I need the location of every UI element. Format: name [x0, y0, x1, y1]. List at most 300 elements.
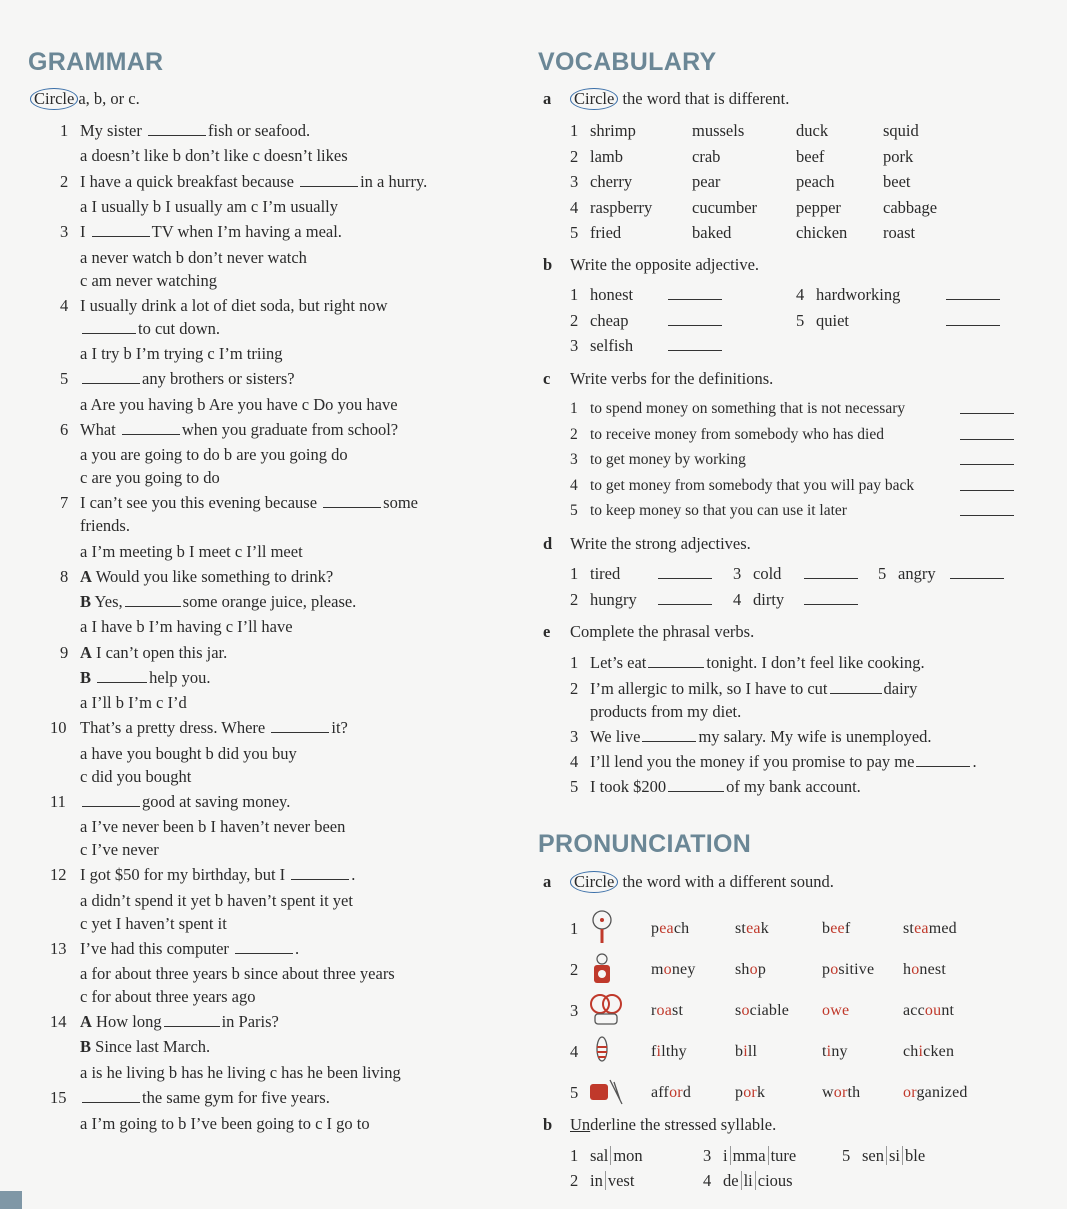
item-number: 2: [570, 311, 579, 330]
word-option[interactable]: duck: [796, 121, 829, 140]
syllable[interactable]: mon: [610, 1146, 642, 1165]
word-cell: [590, 197, 652, 219]
options-line: [80, 270, 217, 292]
word-option[interactable]: shrimp: [590, 121, 636, 140]
section-instruction: [570, 368, 773, 390]
answer-blank[interactable]: [164, 1025, 220, 1027]
word-option[interactable]: [822, 1084, 860, 1101]
text: I took $200: [590, 777, 667, 796]
circle-word: Circle: [570, 88, 618, 110]
section-instruction: [570, 871, 834, 893]
word-option[interactable]: lamb: [590, 146, 623, 166]
answer-options: a doesn’t like b don’t like c doesn’t likes: [80, 146, 348, 165]
word-cell: [796, 146, 824, 168]
item-number: 5: [570, 502, 578, 519]
word-cell: [735, 1041, 757, 1063]
answer-options: a I try b I’m trying c I’m triing: [80, 344, 283, 363]
section-letter: [543, 621, 550, 643]
highlighted-sound: owe: [822, 1002, 850, 1019]
strong-adj-item: [733, 563, 781, 585]
question-4-cont: [80, 318, 220, 340]
answer-blank[interactable]: [960, 412, 1014, 414]
word-cell: [796, 222, 847, 244]
answer-line: [958, 500, 1016, 522]
section-letter: b: [543, 255, 553, 274]
answer-blank[interactable]: [97, 681, 147, 683]
strong-adj-item: [570, 563, 620, 585]
section-letter: [543, 254, 552, 276]
word-part: aff: [651, 1084, 670, 1101]
answer-line: [944, 310, 1002, 332]
word-part: m: [651, 961, 664, 978]
word-part: b: [735, 1043, 744, 1060]
answer-blank[interactable]: [946, 298, 1000, 300]
word-cell: [651, 1041, 687, 1063]
item-number: 1: [570, 653, 579, 672]
question-number: [60, 171, 80, 193]
answer-blank[interactable]: [658, 603, 712, 605]
answer-options: a have you bought b did you buy: [80, 744, 297, 763]
phrasal-item: [570, 652, 925, 674]
text: help you.: [149, 668, 211, 687]
row-number: [570, 1082, 578, 1104]
section-letter: e: [543, 622, 551, 641]
text: .: [295, 939, 300, 958]
syllable[interactable]: de: [723, 1171, 739, 1190]
syllable[interactable]: si: [886, 1146, 900, 1165]
answer-blank[interactable]: [658, 577, 712, 579]
word-option[interactable]: [822, 920, 850, 937]
options-line: [80, 394, 398, 416]
word-option[interactable]: chicken: [796, 223, 848, 242]
grammar-instruction: [30, 88, 140, 110]
question-14: [80, 1011, 279, 1033]
question-number: [60, 642, 80, 664]
word-part: st: [735, 920, 747, 937]
question-number: [50, 791, 80, 813]
word-option[interactable]: [735, 920, 769, 937]
question-8: [80, 566, 333, 588]
text: TV when I’m having a meal.: [151, 222, 342, 241]
word-option[interactable]: pear: [692, 172, 721, 191]
syllable[interactable]: mma: [730, 1146, 766, 1165]
item-number: 1: [570, 121, 579, 140]
question-7-cont: [80, 515, 130, 537]
word-option[interactable]: mussels: [692, 121, 745, 140]
item-number: 7: [60, 493, 69, 512]
section-letter: a: [543, 89, 552, 108]
item-number: 4: [796, 285, 805, 304]
phrasal-item: [570, 776, 861, 798]
row-number: [570, 171, 578, 193]
fish-icon: [588, 1033, 616, 1069]
word-part: sitive: [838, 961, 875, 978]
item-number: 4: [570, 197, 579, 217]
options-line: [80, 145, 348, 167]
answer-blank[interactable]: [125, 605, 181, 607]
text: I’ve had this computer: [80, 939, 229, 958]
clock-icon: [588, 951, 616, 987]
row-number: [570, 918, 578, 940]
question-6: [80, 419, 398, 441]
question-number: [60, 221, 80, 243]
word: hungry: [590, 590, 637, 609]
item-number: 3: [60, 222, 69, 241]
vocabulary-title: VOCABULARY: [538, 48, 717, 76]
question-3: [80, 221, 342, 243]
item-number: 2: [60, 172, 69, 191]
row-number: [570, 146, 578, 168]
adjective-item: [570, 335, 633, 357]
text: Write verbs for the definitions.: [570, 369, 774, 388]
item-number: 3: [733, 564, 742, 583]
answer-blank[interactable]: [148, 134, 206, 136]
answer-options: c are you going to do: [80, 468, 220, 487]
word-option[interactable]: [651, 961, 696, 978]
row-number: [570, 1000, 578, 1022]
question-15: [80, 1087, 330, 1109]
syllable[interactable]: sal: [590, 1146, 609, 1165]
text: I have a quick breakfast because: [80, 172, 294, 191]
question-10: [80, 717, 348, 739]
item-number: 5: [60, 369, 69, 388]
answer-blank[interactable]: [960, 438, 1014, 440]
highlighted-sound: or: [669, 1084, 683, 1101]
word-option[interactable]: [651, 1043, 687, 1060]
answer-blank[interactable]: [235, 952, 293, 954]
definition: to receive money from somebody who has died: [590, 425, 884, 443]
answer-options: a didn’t spend it yet b haven’t spent it yet: [80, 891, 353, 910]
word-part: k: [756, 1084, 766, 1101]
word-option[interactable]: pork: [883, 146, 914, 166]
text: Write the opposite adjective.: [570, 255, 760, 274]
word-option[interactable]: baked: [692, 223, 732, 242]
phrasal-item-cont: [590, 701, 741, 723]
word-cell: [903, 959, 946, 981]
definition: to get money by working: [590, 451, 746, 468]
word-option[interactable]: fried: [590, 223, 622, 242]
text: when you graduate from school?: [181, 420, 399, 439]
options-line: [80, 1113, 370, 1135]
word-option[interactable]: [903, 1043, 954, 1060]
word-cell: [590, 222, 621, 244]
word-option[interactable]: roast: [883, 223, 916, 242]
word-option[interactable]: [735, 1084, 765, 1101]
word-option[interactable]: squid: [883, 121, 919, 140]
options-line: [80, 196, 338, 218]
word: cold: [753, 564, 782, 583]
word: quiet: [816, 311, 849, 330]
answer-options: a you are going to do b are you going do: [80, 445, 348, 464]
highlighted-sound: o: [830, 961, 839, 978]
word-cell: [883, 171, 910, 193]
word-part: nt: [941, 1002, 955, 1019]
word-cell: [651, 1082, 691, 1104]
speaker: A: [80, 643, 92, 662]
word-part: ch: [903, 1043, 919, 1060]
answer-line: [666, 310, 724, 332]
answer-blank[interactable]: [648, 666, 704, 668]
item-number: 5: [796, 311, 805, 330]
options-line: [80, 444, 348, 466]
highlighted-sound: or: [833, 1084, 848, 1101]
syllable[interactable]: li: [741, 1171, 753, 1190]
word-cell: [903, 1000, 954, 1022]
text: in Paris?: [221, 1012, 279, 1031]
syllable[interactable]: ture: [768, 1146, 797, 1165]
word-option[interactable]: peach: [796, 172, 835, 191]
text: the word with a different sound.: [622, 872, 834, 891]
options-line: [80, 816, 345, 838]
answer-blank[interactable]: [960, 463, 1014, 465]
word-part: b: [822, 920, 831, 937]
item-number: 1: [570, 1146, 579, 1165]
word-option[interactable]: [651, 920, 689, 937]
options-line: [80, 692, 187, 714]
circle-word: Circle: [30, 88, 78, 110]
word-cell: [692, 120, 744, 142]
word-cell: [903, 918, 957, 940]
highlighted-sound: ea: [746, 920, 761, 937]
word-cell: [883, 146, 913, 168]
word-cell: [692, 146, 720, 168]
word-cell: [735, 959, 766, 981]
answer-blank[interactable]: [946, 324, 1000, 326]
section-instruction: [570, 254, 759, 276]
text: the same gym for five years.: [142, 1088, 330, 1107]
answer-options: a I have b I’m having c I’ll have: [80, 617, 293, 636]
item-number: 4: [570, 1042, 579, 1061]
word-option[interactable]: [651, 1002, 683, 1019]
word-cell: [651, 1000, 683, 1022]
word-option[interactable]: [903, 920, 957, 937]
word-part: ney: [671, 961, 696, 978]
word-option[interactable]: beet: [883, 172, 911, 191]
answer-blank[interactable]: [804, 603, 858, 605]
text: Yes,: [94, 592, 123, 611]
answer-options: a is he living b has he living c has he been living: [80, 1063, 401, 1082]
answer-blank[interactable]: [82, 805, 140, 807]
answer-blank[interactable]: [668, 324, 722, 326]
question-9-b: [80, 667, 211, 689]
answer-blank[interactable]: [300, 185, 358, 187]
answer-blank[interactable]: [916, 765, 970, 767]
answer-line: [666, 335, 724, 357]
word-option[interactable]: [651, 1084, 691, 1101]
answer-blank[interactable]: [122, 433, 180, 435]
question-number: [50, 938, 80, 960]
question-14-b: [80, 1036, 210, 1058]
word-part: cken: [923, 1043, 955, 1060]
item-number: 4: [60, 296, 69, 315]
text: tonight. I don’t feel like cooking.: [706, 653, 925, 672]
item-number: 10: [50, 718, 67, 737]
word-part: t: [822, 1043, 827, 1060]
text: to cut down.: [138, 319, 221, 338]
word-option[interactable]: [735, 1002, 789, 1019]
stress-item: [842, 1145, 925, 1167]
question-7: [80, 492, 418, 514]
text: Write the strong adjectives.: [570, 534, 751, 553]
definition: to spend money on something that is not necessary: [590, 400, 906, 417]
item-number: 2: [570, 960, 579, 979]
answer-blank[interactable]: [271, 731, 329, 733]
definition-item: [570, 475, 914, 497]
highlighted-sound: o: [749, 961, 758, 978]
answer-blank[interactable]: [82, 332, 136, 334]
word-part: sh: [735, 961, 750, 978]
definition-item: [570, 449, 746, 471]
answer-blank[interactable]: [642, 740, 696, 742]
item-number: 5: [842, 1146, 851, 1165]
answer-options: a Are you having b Are you have c Do you have: [80, 395, 398, 414]
item-number: 5: [570, 777, 579, 796]
answer-blank[interactable]: [668, 349, 722, 351]
options-line: [80, 1062, 401, 1084]
answer-blank[interactable]: [960, 489, 1014, 491]
section-instruction: [570, 533, 751, 555]
question-11: [80, 791, 290, 813]
phrasal-item: [570, 726, 932, 748]
word-part: st: [903, 920, 915, 937]
question-8-b: [80, 591, 356, 613]
word-option[interactable]: [822, 961, 874, 978]
strong-adj-item: [733, 589, 784, 611]
question-1: [80, 120, 310, 142]
syllable[interactable]: vest: [605, 1171, 635, 1190]
word-part: acc: [903, 1002, 925, 1019]
syllable[interactable]: cious: [755, 1171, 793, 1190]
answer-blank[interactable]: [668, 790, 724, 792]
syllable[interactable]: i: [723, 1146, 728, 1165]
item-number: 5: [570, 223, 579, 242]
answer-blank[interactable]: [960, 514, 1014, 516]
grammar-title: GRAMMAR: [28, 48, 164, 76]
options-line: [80, 616, 293, 638]
word-cell: [822, 1041, 848, 1063]
word: angry: [898, 564, 936, 583]
options-line: [80, 766, 191, 788]
syllable[interactable]: in: [590, 1171, 603, 1190]
word-cell: [692, 197, 757, 219]
section-letter: [543, 533, 552, 555]
word-part: k: [760, 920, 769, 937]
word-part: h: [903, 961, 912, 978]
text: the word that is different.: [622, 89, 790, 108]
speaker: A: [80, 567, 92, 586]
answer-line: [958, 398, 1016, 420]
text: good at saving money.: [142, 792, 291, 811]
word-cell: [822, 1000, 849, 1022]
word-option[interactable]: [822, 1043, 848, 1060]
phone-icon: [588, 992, 616, 1028]
answer-options: a I’ll b I’m c I’d: [80, 693, 187, 712]
word-option[interactable]: [822, 1002, 849, 1019]
question-4: [80, 295, 388, 317]
text: some: [383, 493, 418, 512]
item-number: 2: [570, 679, 579, 698]
section-letter: [543, 88, 551, 110]
word-part: r: [651, 1002, 657, 1019]
word-part: ciable: [749, 1002, 790, 1019]
word-option[interactable]: [735, 961, 766, 978]
answer-blank[interactable]: [804, 577, 858, 579]
word-cell: [903, 1082, 968, 1104]
word-option[interactable]: cherry: [590, 172, 633, 191]
text: We live: [590, 727, 641, 746]
answer-blank[interactable]: [323, 506, 381, 508]
options-line: [80, 913, 227, 935]
answer-options: c am never watching: [80, 271, 217, 290]
highlighted-sound: o: [741, 1002, 750, 1019]
word-option[interactable]: crab: [692, 146, 721, 166]
stress-item: [570, 1170, 634, 1192]
tree-icon: [588, 910, 616, 946]
word-part: ch: [673, 920, 690, 937]
answer-options: c yet I haven’t spent it: [80, 914, 227, 933]
word-option[interactable]: cabbage: [883, 197, 938, 217]
highlighted-sound: o: [663, 961, 672, 978]
answer-blank[interactable]: [950, 577, 1004, 579]
answer-blank[interactable]: [291, 878, 349, 880]
word-cell: [822, 918, 850, 940]
text: How long: [96, 1012, 162, 1031]
answer-blank[interactable]: [668, 298, 722, 300]
syllable[interactable]: sen: [862, 1146, 884, 1165]
highlighted-sound: i: [743, 1043, 748, 1060]
speaker: B: [80, 592, 92, 611]
definition-item: [570, 398, 905, 420]
instruction-text: a, b, or c.: [78, 89, 140, 108]
options-line: [80, 467, 220, 489]
answer-blank[interactable]: [82, 382, 140, 384]
text: Since last March.: [95, 1037, 211, 1056]
word-cell: [903, 1041, 954, 1063]
word-cell: [883, 120, 919, 142]
word-cell: [590, 120, 636, 142]
question-number: [60, 566, 80, 588]
word-option[interactable]: beef: [796, 146, 825, 166]
word-cell: [822, 959, 874, 981]
answer-blank[interactable]: [830, 692, 882, 694]
word-option[interactable]: [903, 961, 946, 978]
word-option[interactable]: raspberry: [590, 197, 653, 217]
speaker: A: [80, 1012, 92, 1031]
item-number: 4: [570, 476, 578, 494]
item-number: 6: [60, 420, 69, 439]
adjective-item: [570, 310, 628, 332]
section-letter: a: [543, 872, 552, 891]
answer-blank[interactable]: [92, 235, 150, 237]
item-number: 2: [570, 1171, 579, 1190]
text: What: [80, 420, 116, 439]
item-number: 4: [733, 590, 742, 609]
word-option[interactable]: [903, 1084, 968, 1101]
item-number: 2: [570, 425, 578, 443]
options-line: [80, 986, 255, 1008]
definition: to get money from somebody that you will pay back: [590, 476, 915, 494]
question-number: [50, 717, 80, 739]
word-option[interactable]: [735, 1043, 757, 1060]
section-letter: [543, 871, 551, 893]
answer-blank[interactable]: [82, 1101, 140, 1103]
word-option[interactable]: cucumber: [692, 197, 758, 217]
syllable[interactable]: ble: [902, 1146, 925, 1165]
word-option[interactable]: [903, 1002, 954, 1019]
word-option[interactable]: pepper: [796, 197, 841, 217]
answer-options: a I’m meeting b I meet c I’ll meet: [80, 542, 303, 561]
speaker: B: [80, 668, 92, 687]
